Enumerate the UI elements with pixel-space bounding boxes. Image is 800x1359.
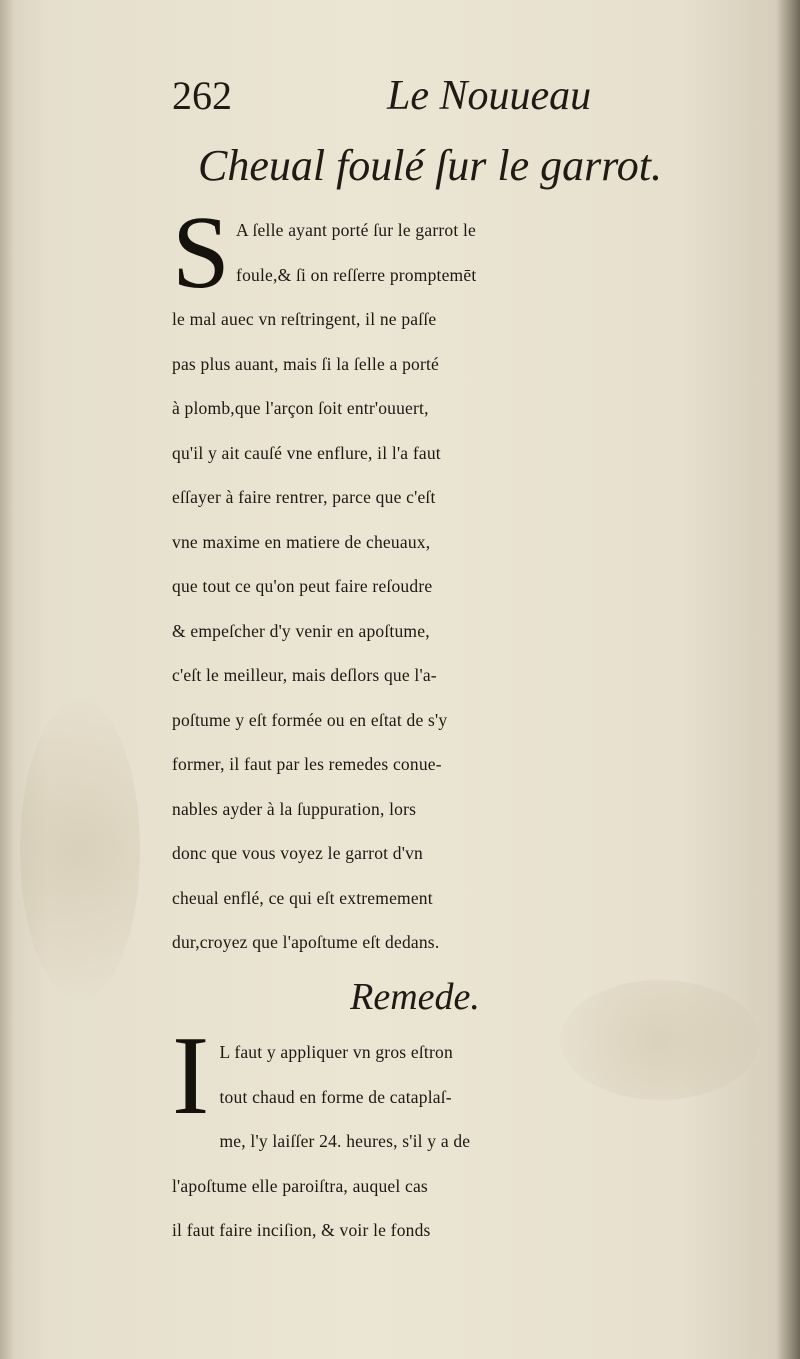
page-number: 262 xyxy=(172,73,232,118)
text-line: qu'il y ait cauſé vne enflure, il l'a faut xyxy=(172,442,441,463)
text-line: donc que vous voyez le garrot d'vn xyxy=(172,843,423,863)
text-line: pas plus auant, mais ſi la ſelle a porté xyxy=(172,353,440,374)
running-head: Le Nouueau xyxy=(387,73,592,119)
text-line: vne maxime en matiere de cheuaux, xyxy=(172,531,431,552)
text-line: le mal auec vn reſtringent, il ne paſſe xyxy=(172,309,437,329)
text-line: dur,croyez que l'apoſtume eſt dedans. xyxy=(172,932,440,952)
section-title: Cheual foulé ſur le garrot. xyxy=(197,141,663,190)
page-header xyxy=(172,72,772,122)
text-line: à plomb,que l'arçon ſoit entr'ouuert, xyxy=(172,398,429,418)
paper-stain xyxy=(20,700,140,1000)
text-line: c'eſt le meilleur, mais deſlors que l'a- xyxy=(172,665,437,685)
text-line: eſſayer à faire rentrer, parce que c'eſt xyxy=(172,487,436,507)
text-line: il faut faire inciſion, & voir le fonds xyxy=(172,1220,431,1240)
text-line: que tout ce qu'on peut faire reſoudre xyxy=(172,576,433,596)
drop-cap: S xyxy=(172,195,231,310)
text-line: L faut y appliquer vn gros eſtron xyxy=(219,1042,453,1062)
text-line: former, il faut par les remedes conue- xyxy=(172,754,442,774)
text-line: tout chaud en forme de cataplaſ- xyxy=(219,1086,452,1107)
remedy-heading: Remede. xyxy=(350,976,480,1018)
text-line: foule,& ſi on reſſerre promptemēt xyxy=(236,264,477,285)
text-line: & empeſcher d'y venir en apoſtume, xyxy=(172,620,430,641)
text-line: A ſelle ayant porté ſur le garrot le xyxy=(236,220,477,240)
paragraph xyxy=(172,1014,772,1253)
paragraph xyxy=(172,195,772,965)
drop-cap: I xyxy=(172,1014,210,1138)
text-line: cheual enflé, ce qui eſt extremement xyxy=(172,887,433,908)
text-line: nables ayder à la ſuppuration, lors xyxy=(172,798,417,819)
text-line: poſtume y eſt formée ou en eſtat de s'y xyxy=(172,709,448,730)
text-line: l'apoſtume elle paroiſtra, auquel cas xyxy=(172,1175,428,1196)
text-line: me, l'y laiſſer 24. heures, s'il y a de xyxy=(219,1131,471,1151)
